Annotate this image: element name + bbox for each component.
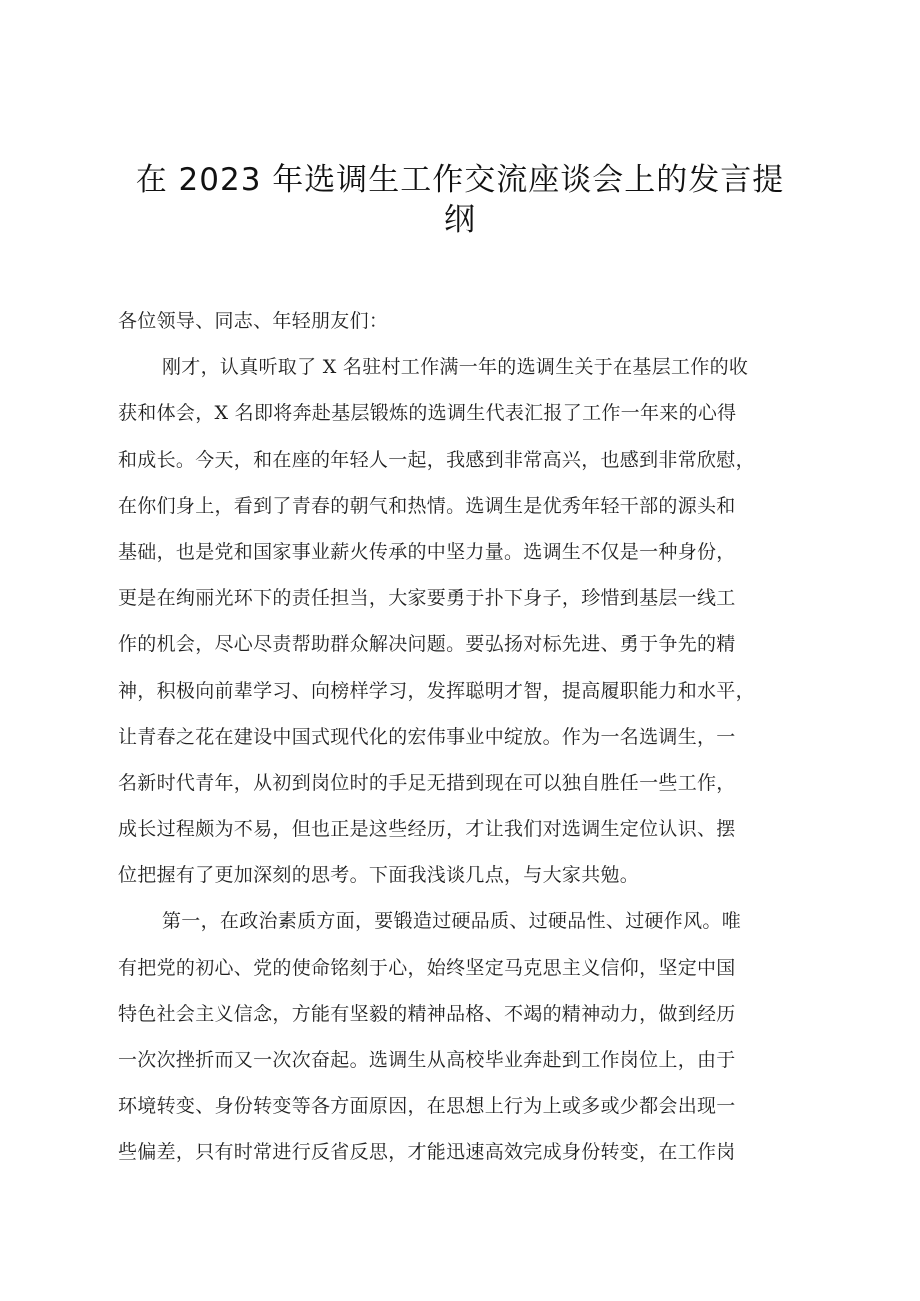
text-line: 成长过程颇为不易，但也正是这些经历，才让我们对选调生定位认识、摆 [118, 818, 736, 841]
text-line: 神，积极向前辈学习、向榜样学习，发挥聪明才智，提高履职能力和水平， [118, 679, 755, 702]
salutation [118, 298, 822, 344]
title-line: 纲 [444, 202, 476, 238]
text-line: 和成长。今天，和在座的年轻人一起，我感到非常高兴，也感到非常欣慰， [118, 448, 755, 471]
text-line: 特色社会主义信念，方能有坚毅的精神品格、不竭的精神动力，做到经历 [118, 1002, 736, 1025]
text-line: 获和体会，X 名即将奔赴基层锻炼的选调生代表汇报了工作一年来的心得 [118, 402, 737, 425]
document-title [130, 160, 790, 240]
text-line: 更是在绚丽光环下的责任担当，大家要勇于扑下身子，珍惜到基层一线工 [118, 587, 736, 610]
paragraph-2 [118, 898, 822, 1175]
text-line: 刚才，认真听取了 X 名驻村工作满一年的选调生关于在基层工作的收 [162, 356, 749, 379]
title-line: 在 2023 年选调生工作交流座谈会上的发言提 [135, 162, 785, 198]
text-line: 在你们身上，看到了青春的朝气和热情。选调生是优秀年轻干部的源头和 [118, 494, 736, 517]
paragraph-1 [118, 344, 822, 898]
text-line: 第一，在政治素质方面，要锻造过硬品质、过硬品性、过硬作风。唯 [162, 910, 742, 933]
text-line: 基础，也是党和国家事业薪火传承的中坚力量。选调生不仅是一种身份， [118, 540, 736, 563]
text-line: 各位领导、同志、年轻朋友们： [118, 310, 389, 332]
text-line: 作的机会，尽心尽责帮助群众解决问题。要弘扬对标先进、勇于争先的精 [118, 633, 736, 656]
text-line: 让青春之花在建设中国式现代化的宏伟事业中绽放。作为一名选调生，一 [118, 725, 736, 748]
text-line: 名新时代青年，从初到岗位时的手足无措到现在可以独自胜任一些工作， [118, 771, 736, 794]
text-line: 有把党的初心、党的使命铭刻于心，始终坚定马克思主义信仰，坚定中国 [118, 956, 736, 979]
text-line: 些偏差，只有时常进行反省反思，才能迅速高效完成身份转变，在工作岗 [118, 1141, 736, 1164]
text-line: 环境转变、身份转变等各方面原因，在思想上行为上或多或少都会出现一 [118, 1095, 736, 1118]
document-body [118, 298, 822, 1176]
text-line: 位把握有了更加深刻的思考。下面我浅谈几点，与大家共勉。 [118, 864, 640, 887]
text-line: 一次次挫折而又一次次奋起。选调生从高校毕业奔赴到工作岗位上，由于 [118, 1049, 736, 1071]
